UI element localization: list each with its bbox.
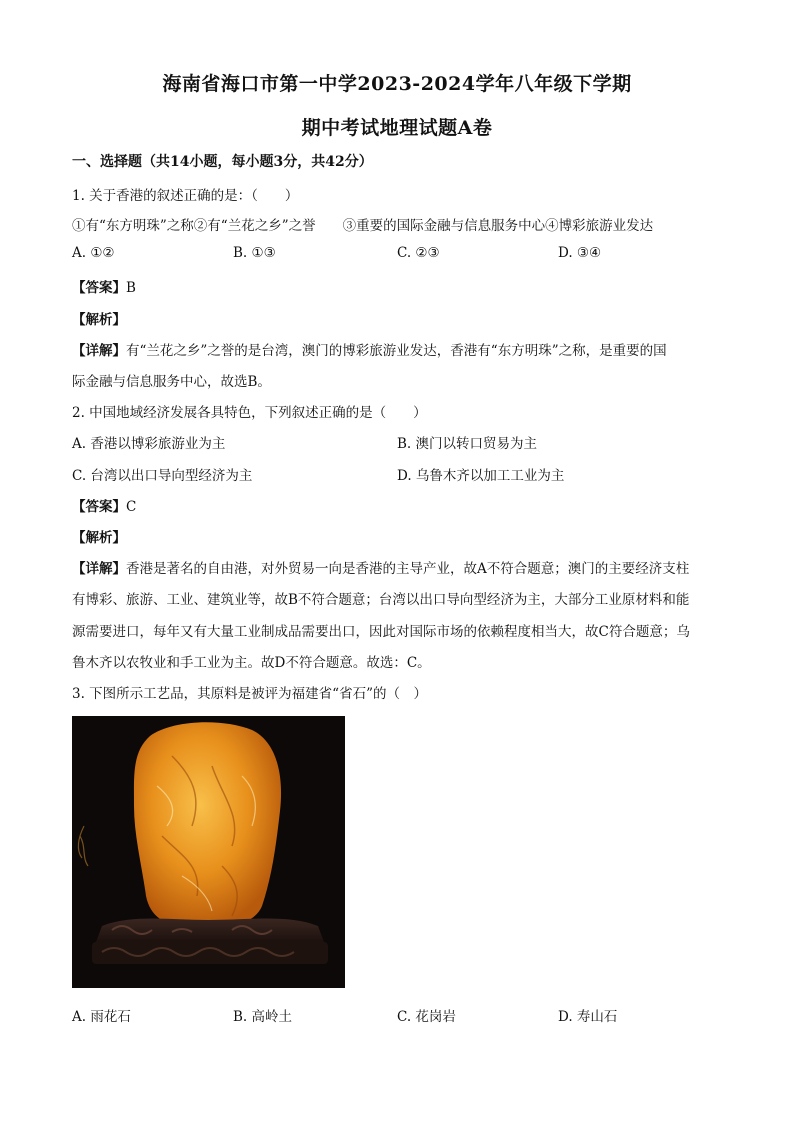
q1-option-c: C. ②③ xyxy=(397,245,440,261)
q1-option-d: D. ③④ xyxy=(558,245,602,261)
q2-detail-line2: 有博彩、旅游、工业、建筑业等，故B不符合题意；台湾以出口导向型经济为主，大部分工业原材料和能 xyxy=(72,592,690,608)
q1-option-b: B. ①③ xyxy=(233,245,276,261)
q2-answer-tag: 【答案】 xyxy=(72,499,126,515)
q1-answer-value: B xyxy=(126,280,136,296)
q1-detail-tag: 【详解】 xyxy=(72,343,126,359)
q1-stem: 1. 关于香港的叙述正确的是：（ ） xyxy=(72,188,299,204)
q2-detail-text1: 香港是著名的自由港，对外贸易一向是香港的主导产业，故A不符合题意；澳门的主要经济支柱 xyxy=(126,561,690,577)
q2-detail-tag: 【详解】 xyxy=(72,561,126,577)
section-heading: 一、选择题（共14小题，每小题3分，共42分） xyxy=(72,154,373,170)
q1-option-a: A. ①② xyxy=(72,245,115,261)
q2-stem: 2. 中国地域经济发展各具特色，下列叙述正确的是（ ） xyxy=(72,405,427,421)
stone-carving-illustration xyxy=(72,716,345,988)
q1-answer-tag: 【答案】 xyxy=(72,280,126,296)
q2-option-d: D. 乌鲁木齐以加工工业为主 xyxy=(397,468,565,484)
q1-detail-line1 xyxy=(72,339,667,359)
q1-statements: ①有“东方明珠”之称②有“兰花之乡”之誉 ③重要的国际金融与信息服务中心④博彩旅游业发达 xyxy=(72,218,654,234)
q3-option-a: A. 雨花石 xyxy=(72,1009,131,1025)
page-title-line2: 期中考试地理试题A卷 xyxy=(301,117,493,139)
q2-detail-line4: 鲁木齐以农牧业和手工业为主。故D不符合题意。故选：C。 xyxy=(72,655,431,671)
q1-detail-line2: 际金融与信息服务中心，故选B。 xyxy=(72,374,271,390)
q2-option-c: C. 台湾以出口导向型经济为主 xyxy=(72,468,253,484)
q2-answer-value: C xyxy=(126,499,137,515)
q2-detail-line1 xyxy=(72,557,689,577)
q2-option-a: A. 香港以博彩旅游业为主 xyxy=(72,436,226,452)
q2-detail-line3: 源需要进口，每年又有大量工业制成品需要出口，因此对国际市场的依赖程度相当大，故C符合题意；乌 xyxy=(72,624,690,640)
q2-analysis-tag: 【解析】 xyxy=(72,530,126,546)
q3-stem: 3. 下图所示工艺品，其原料是被评为福建省“省石”的（ ） xyxy=(72,686,427,702)
q3-option-b: B. 高岭土 xyxy=(233,1009,293,1025)
q1-detail-text1: 有“兰花之乡”之誉的是台湾，澳门的博彩旅游业发达，香港有“东方明珠”之称，是重要的国 xyxy=(126,343,667,359)
q1-analysis-tag: 【解析】 xyxy=(72,312,126,328)
q2-answer-line xyxy=(72,495,136,515)
q3-option-d: D. 寿山石 xyxy=(558,1009,618,1025)
q3-option-c: C. 花岗岩 xyxy=(397,1009,456,1025)
q1-answer-line xyxy=(72,276,136,296)
shoushan-stone-carving-photo xyxy=(72,716,345,988)
page-title-line1: 海南省海口市第一中学2023-2024学年八年级下学期 xyxy=(162,73,632,95)
q2-option-b: B. 澳门以转口贸易为主 xyxy=(397,436,538,452)
